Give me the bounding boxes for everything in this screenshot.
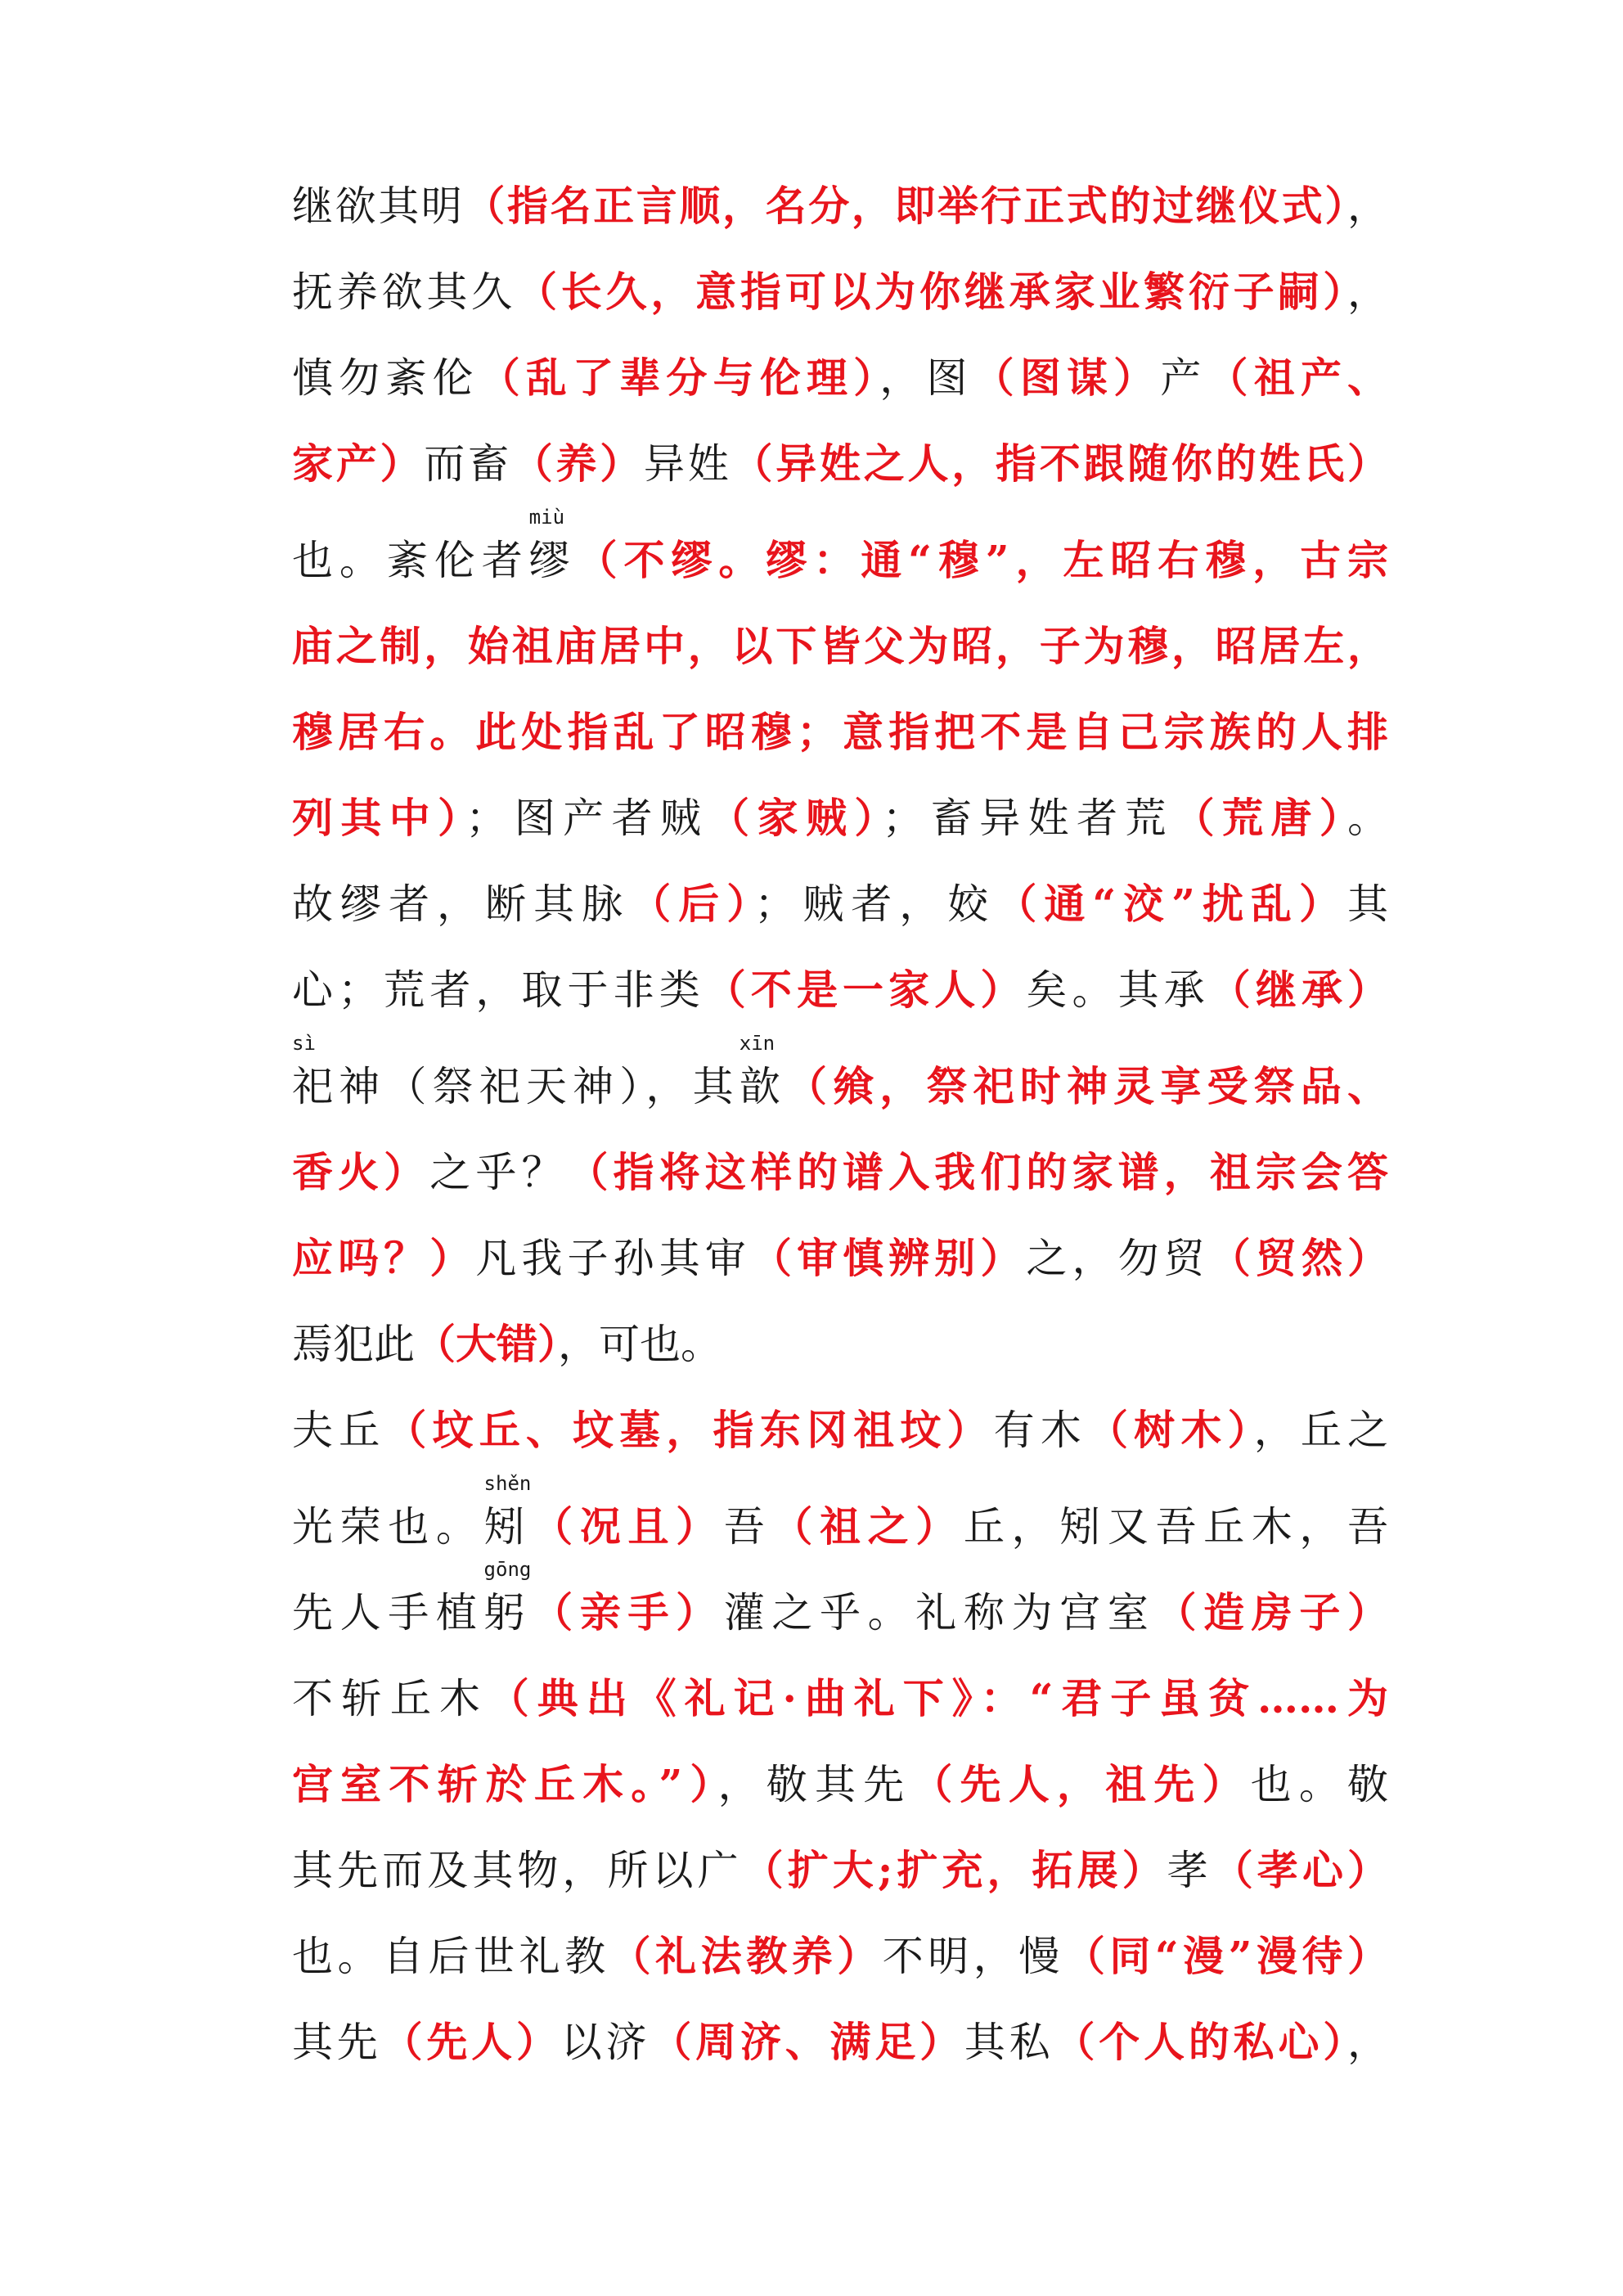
original-text: ，图	[879, 354, 973, 402]
original-text: 夫丘	[292, 1407, 386, 1454]
original-text: ，	[1347, 268, 1389, 316]
annotation-text: （个人的私心）	[1054, 2018, 1348, 2066]
annotation-text: 应吗？）	[292, 1234, 476, 1282]
original-text: 其	[1347, 880, 1389, 928]
annotation-text: （乱了辈分与伦理）	[479, 353, 880, 402]
annotation-text: （孝心）	[1212, 1846, 1389, 1894]
original-text: 不斩丘木	[292, 1675, 488, 1722]
original-text: ，可也。	[558, 1321, 722, 1368]
text-line	[292, 345, 1388, 411]
original-text: 灌之乎。礼称为宫室	[723, 1589, 1156, 1636]
original-text: 吾	[723, 1503, 772, 1551]
original-text: 光荣也。	[292, 1503, 484, 1551]
annotation-text: （通“洨”扰乱）	[996, 880, 1348, 928]
text-line	[292, 786, 1388, 851]
original-text: 产	[1160, 354, 1207, 402]
annotation-text: （图谋）	[973, 353, 1161, 402]
annotation-text: （祖产、	[1207, 353, 1389, 402]
text-line	[292, 1032, 1389, 1119]
text-line	[292, 1226, 1388, 1291]
original-text: 。	[1347, 795, 1389, 842]
original-text: ；畜异姓者荒	[882, 795, 1174, 842]
annotation-text: （造房子）	[1155, 1588, 1389, 1636]
original-text: 故缪者，断其脉	[292, 880, 631, 928]
original-text: 先人手植	[292, 1589, 484, 1636]
original-text: 而畜	[424, 440, 512, 488]
original-text: 继欲其明	[292, 182, 465, 230]
annotation-text: （扩大;扩充，拓展）	[742, 1846, 1167, 1894]
original-text: 其先而及其物，所以广	[292, 1847, 743, 1894]
text-line	[292, 173, 1388, 239]
original-text: 其先	[292, 2019, 382, 2066]
text-line	[292, 431, 1388, 497]
text-line	[292, 957, 1388, 1023]
annotation-text: （树木）	[1086, 1406, 1254, 1454]
annotation-text: （不是一家人）	[704, 966, 1027, 1014]
original-text: 其私	[964, 2019, 1054, 2066]
text-line	[292, 1472, 1389, 1560]
original-text: 缪 miù	[528, 506, 570, 584]
original-text: ；图产者贼	[465, 795, 709, 842]
text-line	[292, 1924, 1388, 1989]
text-line	[292, 700, 1388, 765]
annotation-text: （后）	[630, 880, 755, 928]
original-text: 也。敬	[1250, 1761, 1389, 1808]
annotation-text: （周济、满足）	[650, 2018, 964, 2066]
original-text: 孝	[1167, 1847, 1212, 1894]
original-text: 歆 xīn	[739, 1032, 780, 1110]
original-text: 异姓	[644, 440, 732, 488]
original-text: 之，勿贸	[1026, 1235, 1210, 1282]
text-line	[292, 259, 1388, 325]
annotation-text: （况且）	[524, 1502, 724, 1551]
text-line	[292, 1398, 1388, 1463]
annotation-text: （异姓之人，指不跟随你的姓氏）	[731, 439, 1388, 488]
annotation-text: （继承）	[1209, 966, 1389, 1014]
annotation-text: （不缪。缪：通“穆”，左昭右穆，古宗	[569, 536, 1388, 584]
original-text: 之乎？	[429, 1149, 568, 1196]
original-text: ，敬其先	[717, 1761, 912, 1808]
annotation-text: （先人，祖先）	[911, 1760, 1251, 1808]
original-text: 慎勿紊伦	[292, 354, 479, 402]
text-line	[292, 2010, 1388, 2075]
pinyin-annotation: shěn	[483, 1472, 532, 1495]
annotation-text: 列其中）	[292, 794, 466, 842]
annotation-text: （同“漫”漫待）	[1063, 1932, 1388, 1980]
original-text: 矧 shěn	[483, 1472, 532, 1551]
original-text: 也。紊伦者	[292, 537, 529, 584]
annotation-text: 宫室不斩於丘木。”）	[292, 1760, 718, 1808]
original-text: 凡我子孙其审	[475, 1235, 751, 1282]
original-text: 以济	[560, 2019, 651, 2066]
annotation-text: 穆居右。此处指乱了昭穆；意指把不是自己宗族的人排	[292, 708, 1388, 756]
original-text: 有木	[993, 1407, 1087, 1454]
text-line	[292, 506, 1388, 593]
annotation-text: （审慎辨别）	[750, 1234, 1027, 1282]
pinyin-annotation: miù	[528, 506, 565, 529]
original-text: 也。自后世礼教	[292, 1933, 610, 1980]
annotation-text: （长久，意指可以为你继承家业繁衍子嗣）	[515, 268, 1348, 316]
annotation-text: 香火）	[292, 1148, 430, 1196]
original-text: 抚养欲其久	[292, 268, 516, 316]
original-text: 躬 gōng	[483, 1558, 532, 1636]
original-text: 祀 sì	[292, 1032, 333, 1110]
text-line	[292, 871, 1388, 937]
text-line	[292, 1140, 1388, 1205]
annotation-text: （家贼）	[708, 794, 883, 842]
annotation-text: （养）	[511, 439, 644, 488]
original-text: ；贼者，姣	[754, 880, 996, 928]
original-text: 丘，矧又吾丘木，吾	[963, 1503, 1389, 1551]
annotation-text: （亲手）	[524, 1588, 724, 1636]
annotation-text: （荒唐）	[1173, 794, 1348, 842]
annotation-text: 家产）	[292, 439, 425, 488]
text-line	[292, 1558, 1389, 1645]
annotation-text: （典出《礼记·曲礼下》：“君子虽贫……为	[488, 1674, 1389, 1722]
annotation-text: （礼法教养）	[609, 1932, 883, 1980]
text-line	[292, 1838, 1388, 1903]
annotation-text: （祖之）	[771, 1502, 964, 1551]
original-text: ，丘之	[1253, 1407, 1389, 1454]
text-line	[292, 614, 1388, 679]
original-text: 不明，慢	[882, 1933, 1064, 1980]
original-text: ，	[1347, 2019, 1389, 2066]
pinyin-annotation: xīn	[739, 1032, 776, 1055]
text-line	[292, 1312, 1388, 1377]
annotation-text: （先人）	[381, 2018, 561, 2066]
pinyin-annotation: sì	[292, 1032, 316, 1055]
annotation-text: （大错）	[415, 1320, 558, 1368]
annotation-text: （指将这样的谱入我们的家谱，祖宗会答	[567, 1148, 1389, 1196]
annotation-text: 庙之制，始祖庙居中，以下皆父为昭，子为穆，昭居左，	[292, 622, 1388, 670]
annotation-text: （飨，祭祀时神灵享受祭品、	[780, 1062, 1389, 1110]
annotation-text: （坟丘、坟墓，指东冈祖坟）	[385, 1406, 994, 1454]
pinyin-annotation: gōng	[483, 1558, 532, 1581]
original-text: 焉犯此	[292, 1321, 415, 1368]
annotation-text: （贸然）	[1209, 1234, 1389, 1282]
original-text: 心；荒者，取于非类	[292, 966, 705, 1014]
text-line	[292, 1666, 1388, 1731]
text-line	[292, 1752, 1388, 1817]
original-text: 矣。其承	[1026, 966, 1210, 1014]
original-text: ，	[1347, 182, 1389, 230]
original-text: 神（祭祀天神），其	[333, 1063, 740, 1110]
annotation-text: （指名正言顺，名分，即举行正式的过继仪式）	[464, 182, 1348, 230]
